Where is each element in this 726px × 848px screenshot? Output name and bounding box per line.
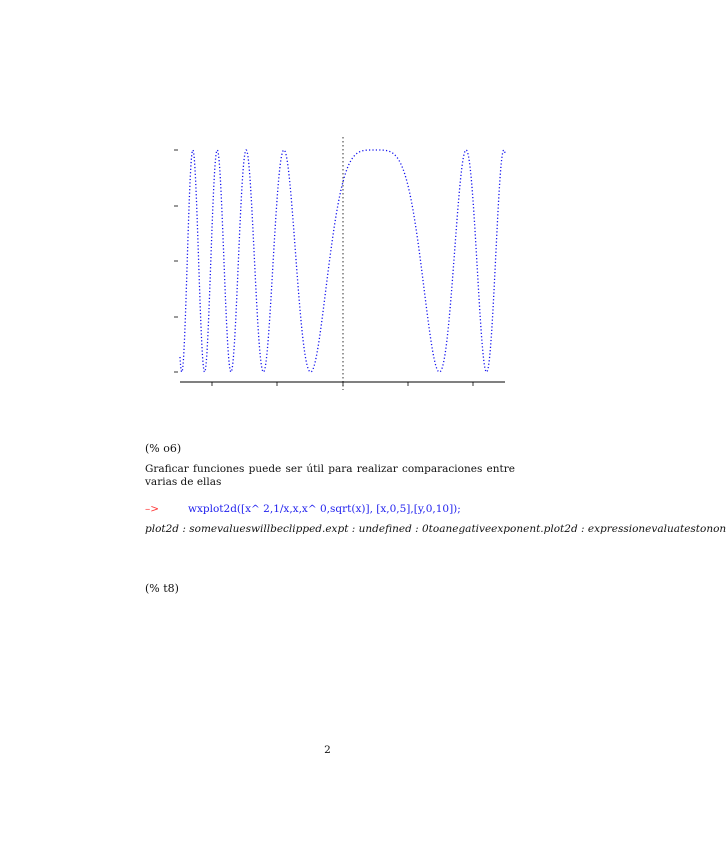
paragraph: Graficar funciones puede ser útil para realizar comparaciones entre varias de ellas [145, 463, 515, 488]
page-number: 2 [324, 744, 331, 756]
x-ticks [212, 382, 473, 386]
input-command[interactable]: wxplot2d([x^ 2,1/x,x,x^ 0,sqrt(x)], [x,0,5],[y,0,10]); [188, 503, 461, 515]
y-ticks [174, 150, 178, 372]
input-prompt: –> [145, 503, 160, 515]
output-label: (% t8) [145, 582, 179, 595]
output-label: (% o6) [145, 442, 182, 455]
input-cell[interactable] [145, 503, 461, 515]
warning-output: plot2d : somevalueswillbeclipped.expt : undefined : 0toanegativeexponent.plot2d : expressionevaluatestonon [145, 523, 726, 535]
plot-area [160, 132, 510, 397]
plot-curve [180, 150, 505, 372]
